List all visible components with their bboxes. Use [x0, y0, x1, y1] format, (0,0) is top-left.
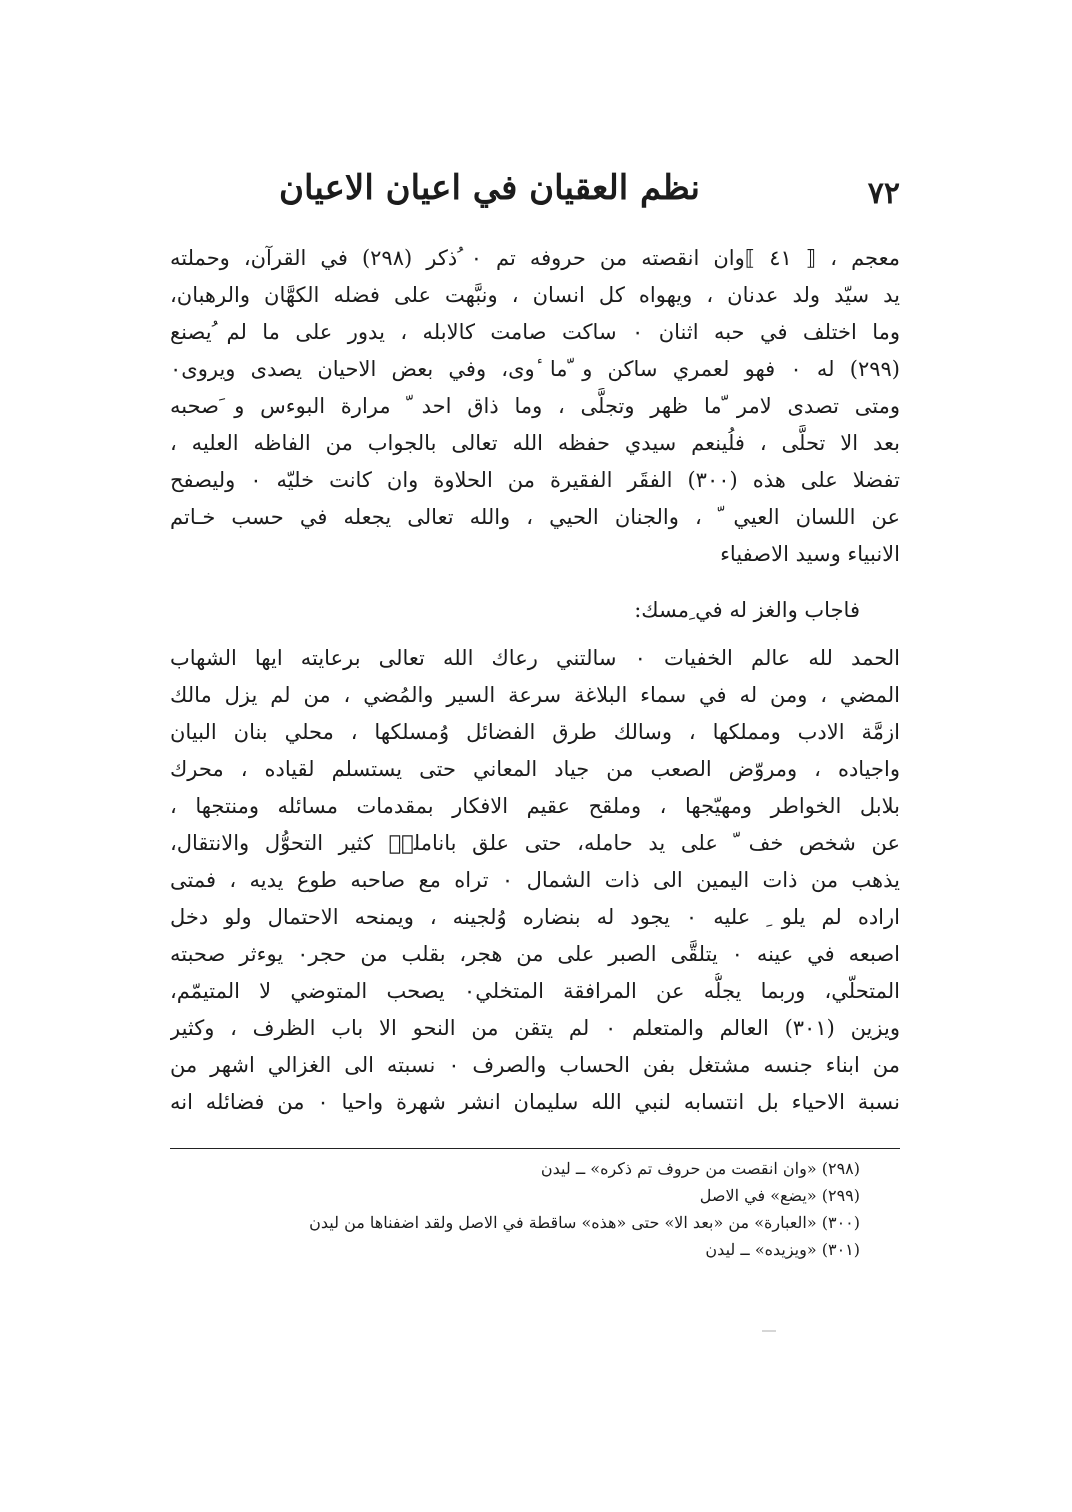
- text-line: اصبعه في عينه ٠ يتلقَّى الصبر على من هجر، بقلب من حجر٠ يوءثر صحبته: [170, 942, 900, 966]
- text-line: معجم ، ⟦ ٤١ ⟧وان انقصته من حروفه تم ٠ ُذكر (٢٩٨) في القرآن، وحملته: [170, 246, 900, 270]
- page-header: [170, 168, 900, 224]
- text-line: يد سيّد ولد عدنان ، ويهواه كل انسان ، ونبَّهت على فضله الكهَّان والرهبان،: [170, 283, 900, 307]
- text-line: ومتى تصدى لامر ّما ظهر وتجلَّى ، وما ذاق احد ّ مرارة البوءس و َصحبه: [170, 394, 900, 418]
- footnotes: [170, 1155, 860, 1263]
- footnote: (٢٩٩) «يضع» في الاصل: [699, 1186, 860, 1205]
- text-line: الحمد لله عالم الخفيات ٠ سالتني رعاك الله تعالى برعايته ايها الشهاب: [170, 646, 900, 670]
- text-line: بعد الا تحلَّى ، فلُينعم سيدي حفظه الله تعالى بالجواب من الفاظه العليه ،: [170, 431, 900, 455]
- text-line: (٢٩٩) له ٠ فهو لعمري ساكن و ّما ٔوى، وفي بعض الاحيان يصدى ويروى٠: [170, 357, 900, 381]
- paragraph-2: [170, 640, 900, 1121]
- text-line: الانبياء وسيد الاصفياء: [720, 542, 900, 566]
- footnote: (٢٩٨) «وان انقصت من حروف تم ذكره» ــ ليدن: [540, 1159, 860, 1178]
- running-title: نظم العقيان في اعيان الاعيان: [279, 168, 700, 208]
- text-line: اراده لم يلو ِ عليه ٠ يجود له بنضاره وُلجينه ، ويمنحه الاحتمال ولو دخل: [170, 905, 900, 929]
- text-line: ازمَّة الادب ومملكها ، وسالك طرق الفضائل وُمسلكها ، محلي بنان البيان: [170, 720, 900, 744]
- footnote: (٣٠١) «ويزيده» ــ ليدن: [705, 1240, 860, 1259]
- text-line: المضي ، ومن له في سماء البلاغة سرعة السير والمُضي ، من لم يزل مالك: [170, 683, 900, 707]
- text-line: عن اللسان العيي ّ ، والجنان الحيي ، والله تعالى يجعله في حسب خـاتم: [170, 505, 900, 529]
- text-line: عن شخص خف ّ على يد حامله، حتى علق باناملهٖ كثير التحوُّل والانتقال،: [170, 831, 900, 855]
- text-line: من ابناء جنسه مشتغل بفن الحساب والصرف ٠ نسبته الى الغزالي اشهر من: [170, 1053, 900, 1077]
- text-line: ويزين (٣٠١) العالم والمتعلم ٠ لم يتقن من النحو الا باب الظرف ، وكثير: [170, 1016, 900, 1040]
- footnote-divider: [170, 1148, 900, 1149]
- footnote: (٣٠٠) «العبارة» من «بعد الا» حتى «هذه» ساقطة في الاصل ولقد اضفناها من ليدن: [309, 1213, 860, 1232]
- page-number: ٧٢: [867, 176, 900, 211]
- text-line: بلابل الخواطر ومهيّجها ، وملقح عقيم الافكار بمقدمات مسائله ومنتجها ،: [170, 794, 900, 818]
- text-line: واجياده ، ومروّض الصعب من جياد المعاني حتى يستسلم لقياده ، محرك: [170, 757, 900, 781]
- text-line: يذهب من ذات اليمين الى ذات الشمال ٠ تراه مع صاحبه طوع يديه ، فمتى: [170, 868, 900, 892]
- text-line: وما اختلف في حبه اثنان ٠ ساكت صامت كالابله ، يدور على ما لم ُيصنع: [170, 320, 900, 344]
- text-line: تفضلا على هذه (٣٠٠) الفقَر الفقيرة من الحلاوة وان كانت خليّه ٠ وليصفح: [170, 468, 900, 492]
- section-heading: فاجاب والغز له في ِمسك:: [634, 598, 860, 622]
- text-line: المتحلّي، وربما يجلُّه عن المرافقة المتخلي٠ يصحب المتوضي لا المتيمّم،: [170, 979, 900, 1003]
- scan-speck: [762, 1330, 776, 1332]
- paragraph-1: [170, 240, 900, 573]
- text-line: نسبة الاحياء بل انتسابه لنبي الله سليمان انشر شهرة واحيا ٠ من فضائله انه: [170, 1090, 900, 1114]
